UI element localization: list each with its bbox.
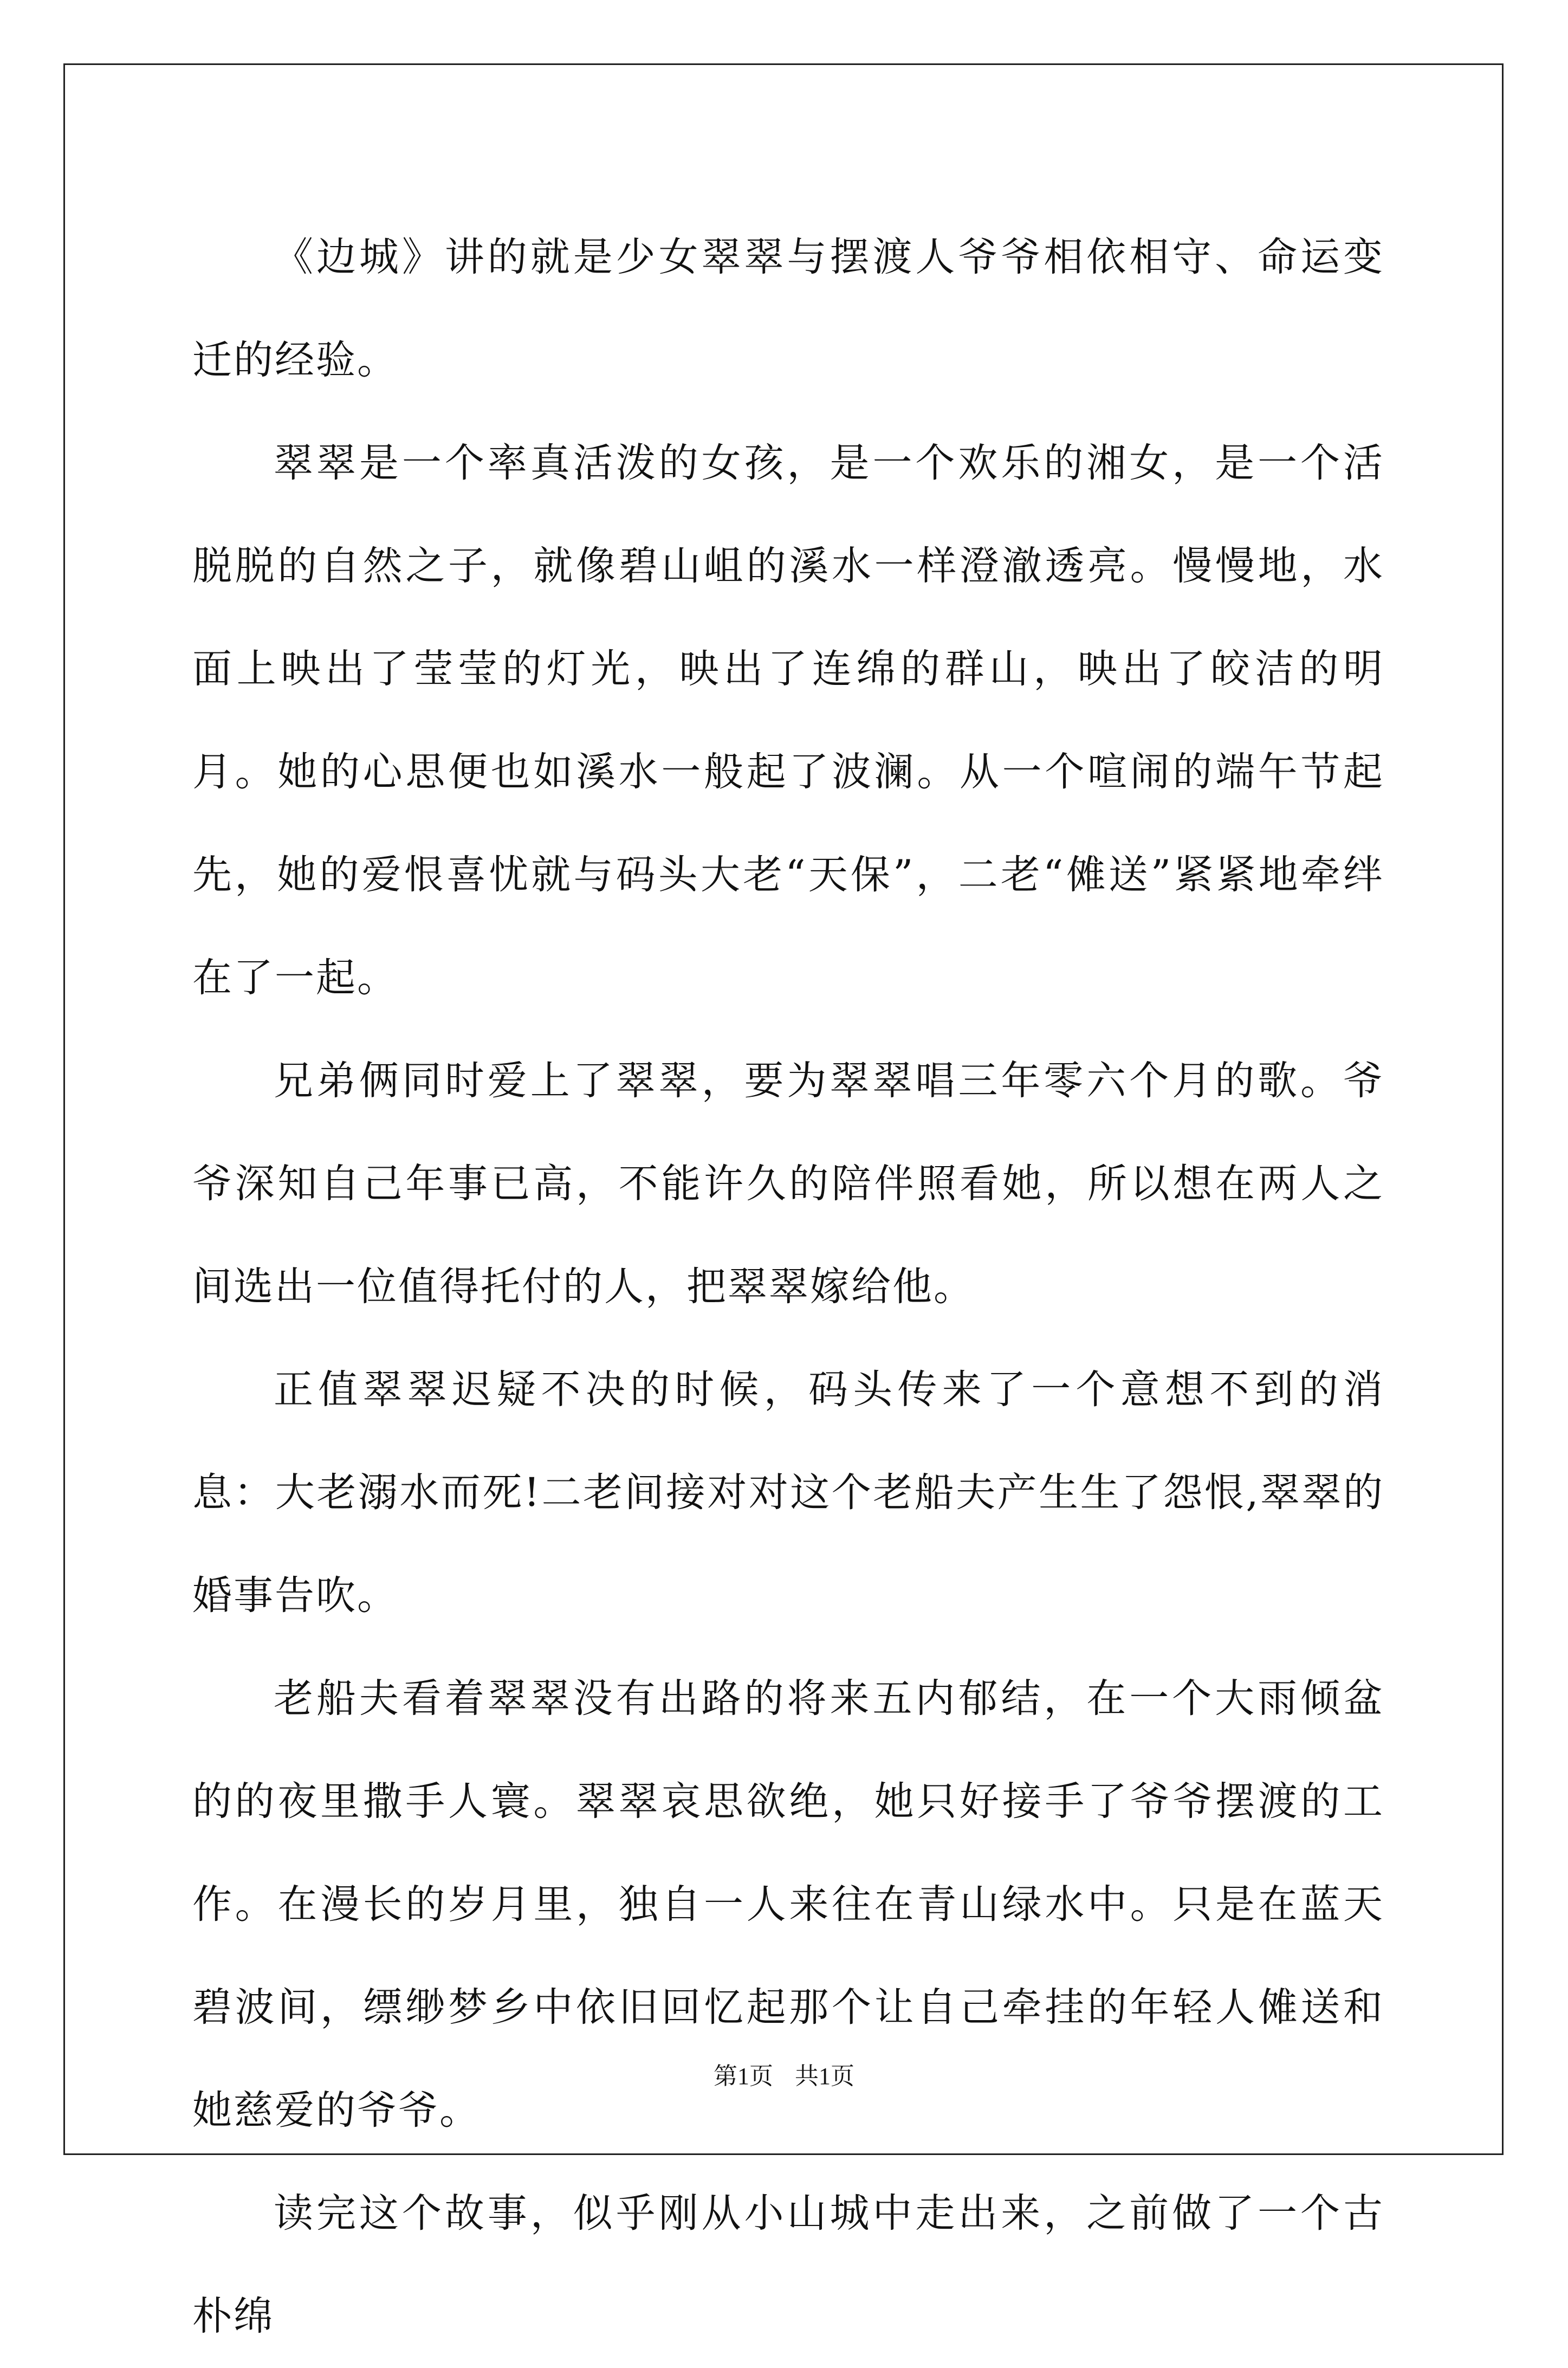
paragraph-2: 翠翠是一个率真活泼的女孩，是一个欢乐的湘女，是一个活脱脱的自然之子，就像碧山岨的溪水一样澄澈透亮。慢慢地，水面上映出了莹莹的灯光，映出了连绵的群山，映出了皎洁的明月。她的心思便也如溪水一般起了波澜。从一个喧闹的端午节起先，她的爱恨喜忧就与码头大老“天保”，二老“傩送”紧紧地牵绊在了一起。 bbox=[192, 440, 1384, 1001]
paragraph-5: 老船夫看着翠翠没有出路的将来五内郁结，在一个大雨倾盆的的夜里撒手人寰。翠翠哀思欲绝，她只好接手了爷爷摆渡的工作。在漫长的岁月里，独自一人来往在青山绿水中。只是在蓝天碧波间，缥缈梦乡中依旧回忆起那个让自己牵挂的年轻人傩送和她慈爱的爷爷。 bbox=[192, 1675, 1384, 2133]
paragraph-3: 兄弟俩同时爱上了翠翠，要为翠翠唱三年零六个月的歌。爷爷深知自己年事已高，不能许久的陪伴照看她，所以想在两人之间选出一位值得托付的人，把翠翠嫁给他。 bbox=[192, 1058, 1384, 1310]
paragraph-1: 《边城》讲的就是少女翠翠与摆渡人爷爷相依相守、命运变迁的经验。 bbox=[192, 234, 1384, 383]
paragraph-6: 读完这个故事，似乎刚从小山城中走出来，之前做了一个古朴绵 bbox=[192, 2190, 1384, 2339]
paragraph-4: 正值翠翠迟疑不决的时候，码头传来了一个意想不到的消息：大老溺水而死!二老间接对对这个老船夫产生生了怨恨,翠翠的婚事告吹。 bbox=[192, 1367, 1384, 1619]
page-number-total: 共1页 bbox=[795, 2063, 854, 2089]
page-number-current: 第1页 bbox=[714, 2063, 773, 2089]
page-footer bbox=[0, 2056, 1568, 2091]
document-body bbox=[192, 206, 1384, 2368]
